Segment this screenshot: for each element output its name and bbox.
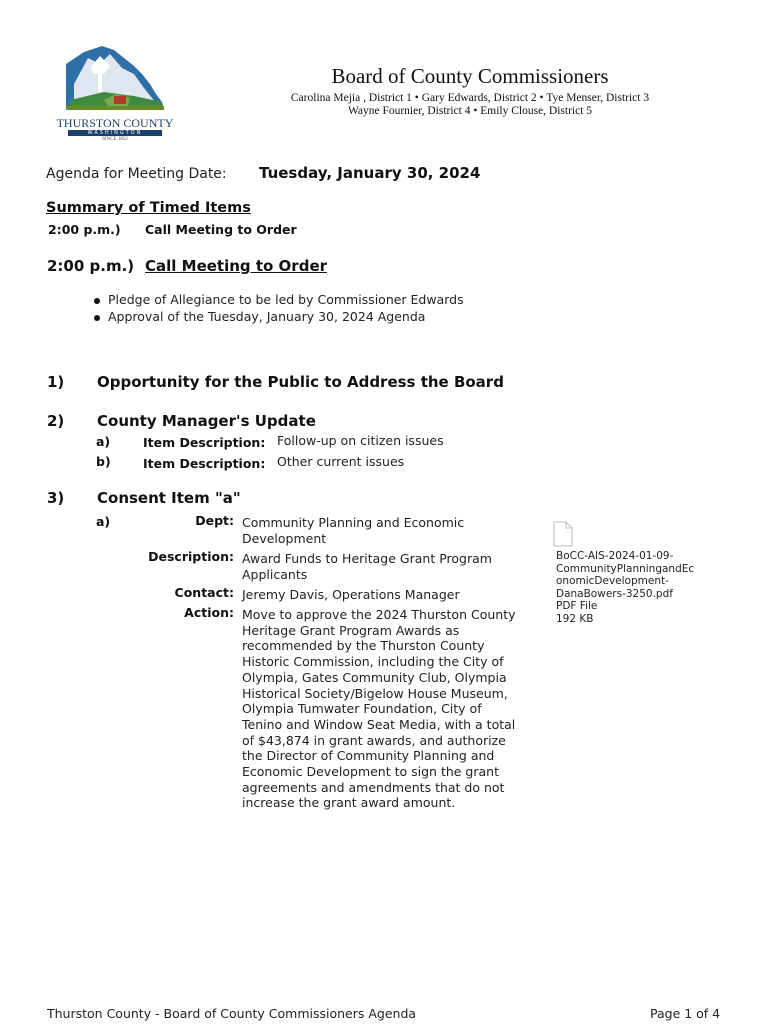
- description-value: Award Funds to Heritage Grant Program Applicants: [242, 551, 492, 582]
- summary-time: 2:00 p.m.): [48, 222, 121, 237]
- summary-item: Call Meeting to Order: [145, 222, 297, 237]
- item-title: Opportunity for the Public to Address the Board: [97, 373, 504, 391]
- commissioners-line-2: Wayne Fournier, District 4 • Emily Clouse, District 5: [347, 105, 593, 117]
- logo-state-band: WASHINGTON: [68, 130, 162, 136]
- subitem-value: Follow-up on citizen issues: [277, 433, 444, 448]
- contact-label: Contact:: [174, 585, 234, 600]
- meeting-date-label: Agenda for Meeting Date:: [46, 166, 227, 182]
- bullet-item: Approval of the Tuesday, January 30, 2024 Agenda: [94, 309, 425, 324]
- call-to-order-title: Call Meeting to Order: [145, 257, 328, 275]
- attachment-type: PDF File: [556, 600, 598, 612]
- bullet-item: Pledge of Allegiance to be led by Commissioner Edwards: [94, 292, 464, 307]
- bullet-dot-icon: [94, 315, 100, 321]
- bullet-dot-icon: [94, 298, 100, 304]
- action-text: Move to approve the 2024 Thurston County Heritage Grant Program Awards as recommended by the Thurston County Historic Commission, including the City of Olympia, Gates Community Club, Olympia Historical Society/Bigelow House Museum, Olympia Tumwater Foundation, City of Tenino and Window Seat Media, with a total of $43,874 in grant awards, and authorize the Director of Community Planning and Economic Development to sign the grant agreements and amendments that do not increase the grant award amount.: [242, 607, 516, 811]
- pdf-file-icon[interactable]: [553, 521, 573, 547]
- subitem-letter: a): [96, 434, 111, 449]
- commissioners-list: [250, 92, 690, 118]
- description-label: Description:: [148, 549, 234, 564]
- page-number: Page 1 of 4: [650, 1006, 721, 1021]
- consent-letter: a): [96, 514, 111, 529]
- commissioners-line-1: Carolina Mejia , District 1 • Gary Edwards, District 2 • Tye Menser, District 3: [290, 92, 650, 104]
- dept-label: Dept:: [195, 513, 234, 528]
- attachment-size: 192 KB: [556, 612, 594, 625]
- footer-title: Thurston County - Board of County Commissioners Agenda: [47, 1006, 417, 1021]
- item-title: County Manager's Update: [97, 412, 316, 430]
- dept-value: Community Planning and Economic Development: [242, 515, 465, 546]
- subitem-label: Item Description:: [143, 435, 266, 450]
- logo-since: SINCE 1852: [102, 137, 128, 142]
- subitem-label: Item Description:: [143, 456, 266, 471]
- logo-county-name: THURSTON COUNTY: [56, 116, 174, 130]
- subitem-value: Other current issues: [277, 454, 405, 469]
- item-number: 2): [47, 412, 65, 430]
- call-to-order-time: 2:00 p.m.): [47, 257, 135, 275]
- county-logo: [44, 44, 184, 146]
- subitem-letter: b): [96, 454, 111, 469]
- item-number: 1): [47, 373, 65, 391]
- action-label: Action:: [184, 605, 234, 620]
- item-number: 3): [47, 489, 65, 507]
- board-title: Board of County Commissioners: [331, 64, 609, 88]
- item-title: Consent Item "a": [97, 489, 241, 507]
- summary-title: Summary of Timed Items: [46, 200, 251, 216]
- attachment-link[interactable]: BoCC-AIS-2024-01-09- CommunityPlanningandEc onomicDevelopment- DanaBowers-3250.pdf PDF File 192 KB: [556, 550, 706, 625]
- meeting-date: Tuesday, January 30, 2024: [259, 164, 481, 182]
- contact-value: Jeremy Davis, Operations Manager: [242, 587, 460, 602]
